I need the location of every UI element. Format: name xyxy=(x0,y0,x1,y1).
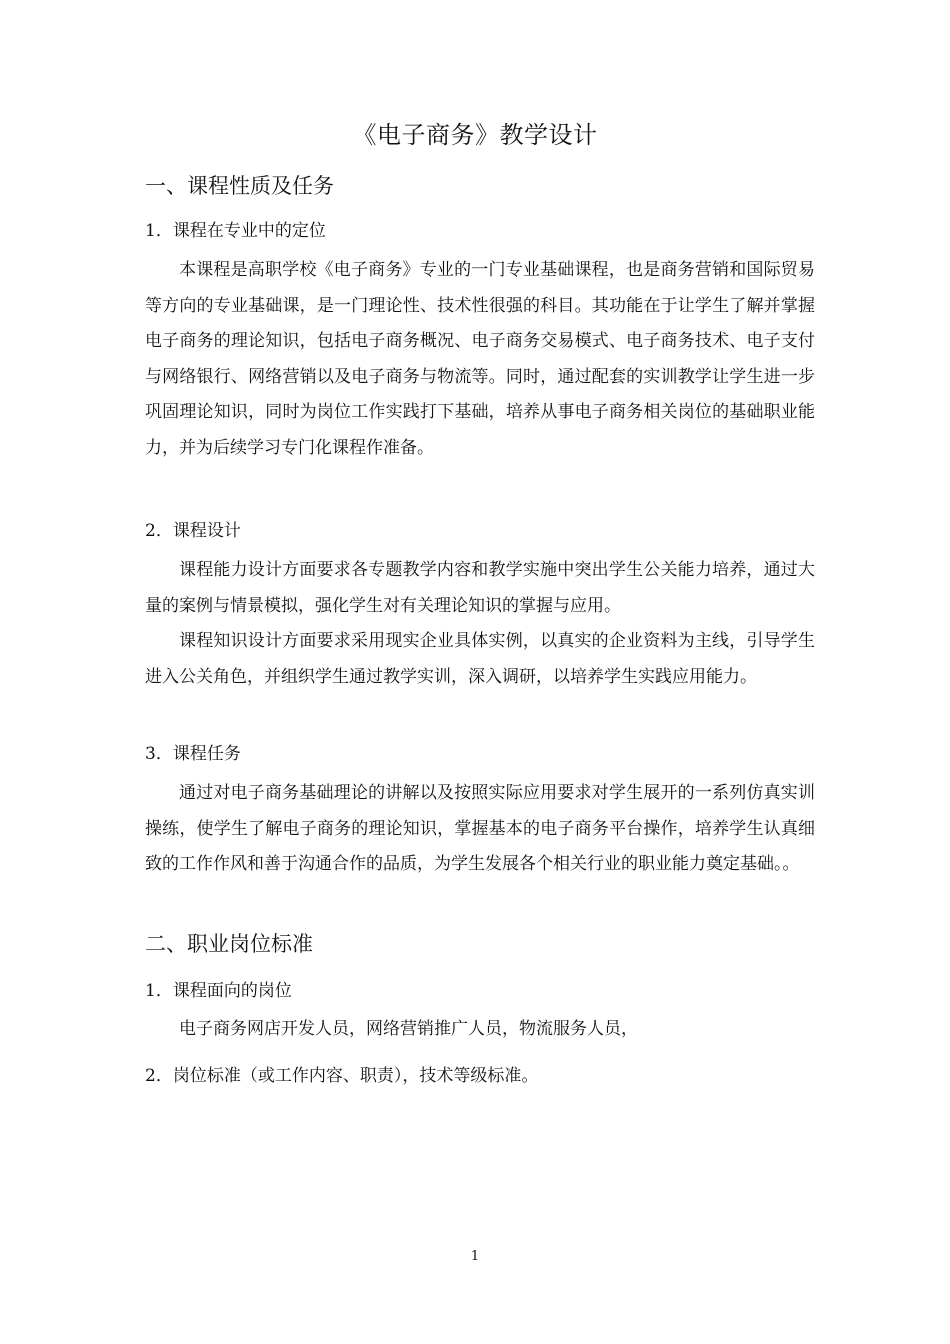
subheading-target-positions: 1．课程面向的岗位 xyxy=(145,981,292,1001)
subheading-course-tasks: 3．课程任务 xyxy=(145,744,241,764)
section-heading-job-standards: 二、职业岗位标准 xyxy=(145,932,313,956)
page-number: 1 xyxy=(470,1249,480,1264)
paragraph-target-positions: 电子商务网店开发人员，网络营销推广人员，物流服务人员， xyxy=(179,1019,638,1039)
paragraph-course-knowledge-design: 课程知识设计方面要求采用现实企业具体实例，以真实的企业资料为主线，引导学生进入公关角色，并组织学生通过教学实训，深入调研，以培养学生实践应用能力。 xyxy=(145,631,815,687)
paragraph-course-tasks: 通过对电子商务基础理论的讲解以及按照实际应用要求对学生展开的一系列仿真实训操练，使学生了解电子商务的理论知识，掌握基本的电子商务平台操作，培养学生认真细致的工作作风和善于沟通合作的品质，为学生发展各个相关行业的职业能力奠定基础。。 xyxy=(145,783,815,875)
section-heading-course-nature: 一、课程性质及任务 xyxy=(145,174,334,198)
paragraph-course-ability-design: 课程能力设计方面要求各专题教学内容和教学实施中突出学生公关能力培养，通过大量的案例与情景模拟，强化学生对有关理论知识的掌握与应用。 xyxy=(145,560,815,616)
subheading-course-positioning: 1．课程在专业中的定位 xyxy=(145,221,326,241)
subheading-course-design: 2．课程设计 xyxy=(145,521,241,541)
paragraph-course-positioning: 本课程是高职学校《电子商务》专业的一门专业基础课程，也是商务营销和国际贸易等方向的专业基础课，是一门理论性、技术性很强的科目。其功能在于让学生了解并掌握电子商务的理论知识，包括电子商务概况、电子商务交易模式、电子商务技术、电子支付与网络银行、网络营销以及电子商务与物流等。同时，通过配套的实训教学让学生进一步巩固理论知识，同时为岗位工作实践打下基础，培养从事电子商务相关岗位的基础职业能力，并为后续学习专门化课程作准备。 xyxy=(145,260,815,458)
subheading-position-standards: 2．岗位标准（或工作内容、职责），技术等级标准。 xyxy=(145,1066,539,1086)
document-title: 《电子商务》教学设计 xyxy=(352,121,598,149)
